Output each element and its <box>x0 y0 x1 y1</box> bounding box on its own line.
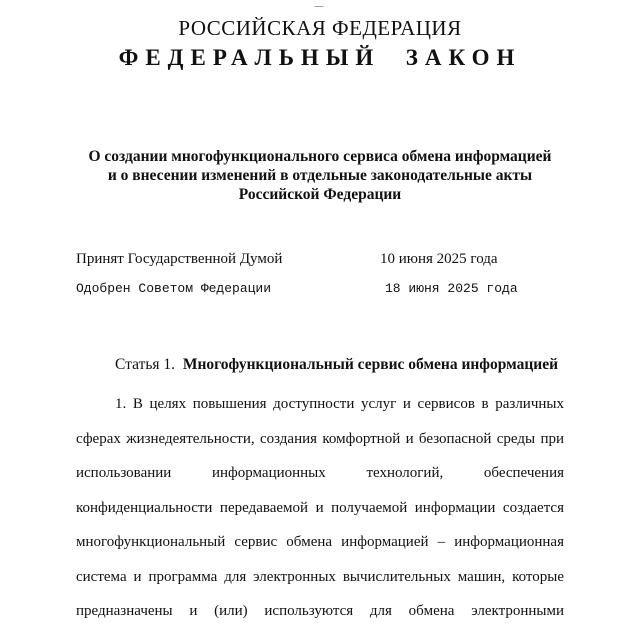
article-line: конфиденциальности передаваемой и получаемой информации создается <box>76 499 564 516</box>
approval-row <box>76 281 576 301</box>
article-line: многофункциональный сервис обмена информацией – информационная <box>76 534 564 550</box>
country-heading: РОССИЙСКАЯ ФЕДЕРАЦИЯ <box>178 16 462 40</box>
article-heading <box>115 356 558 374</box>
article-body <box>76 387 564 629</box>
document-type-heading: ФЕДЕРАЛЬНЫЙ ЗАКОН <box>118 45 522 70</box>
approved-date: 18 июня 2025 года <box>385 281 518 296</box>
law-title-line: Российской Федерации <box>238 186 402 203</box>
adopted-date: 10 июня 2025 года <box>380 251 498 267</box>
approved-label: Одобрен Советом Федерации <box>76 281 272 296</box>
article-name: Многофункциональный сервис обмена информацией <box>182 356 559 373</box>
article-line: предназначены и (или) используются для обмена электронными <box>76 603 564 619</box>
article-line: система и программа для электронных вычислительных машин, которые <box>76 568 564 585</box>
law-title <box>0 147 640 204</box>
article-line: использовании информационных технологий, обеспечения <box>76 465 564 481</box>
page-top-mark <box>314 0 327 7</box>
article-line: 1. В целях повышения доступности услуг и сервисов в различных <box>115 396 564 412</box>
law-title-line: и о внесении изменений в отдельные законодательные акты <box>107 167 533 184</box>
adoption-row <box>76 251 576 271</box>
article-number: Статья 1. <box>115 356 176 373</box>
adopted-label: Принят Государственной Думой <box>76 251 283 267</box>
article-line: сферах жизнедеятельности, создания комфортной и безопасной среды при <box>76 430 564 447</box>
law-title-line: О создании многофункционального сервиса обмена информацией <box>88 148 552 165</box>
